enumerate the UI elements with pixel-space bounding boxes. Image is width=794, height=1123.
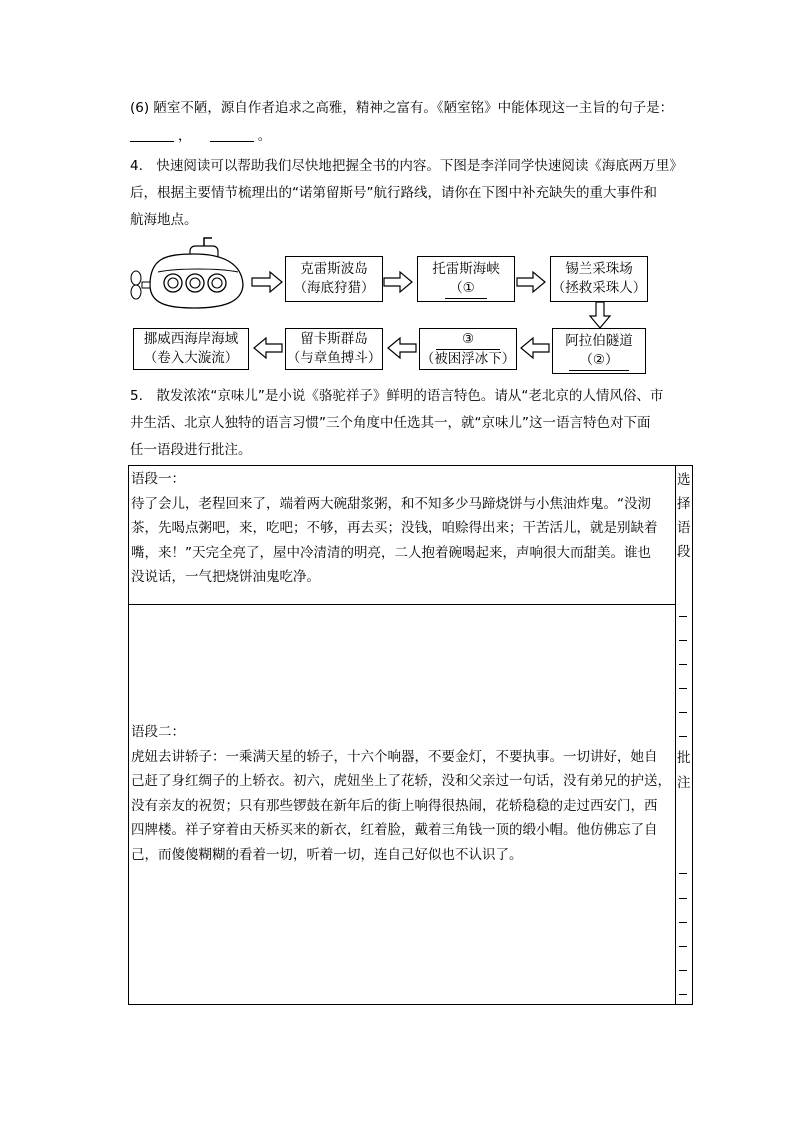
- q4-line2: 后，根据主要情节梳理出的“诺第留斯号”航行路线，请你在下图中补充缺失的重大事件和: [130, 185, 657, 201]
- answer-dash[interactable]: [679, 873, 687, 874]
- side-label-char: 择: [677, 496, 691, 512]
- answer-dash[interactable]: [679, 736, 687, 737]
- answer-dash[interactable]: [679, 688, 687, 689]
- side-label-char: 选: [677, 472, 691, 488]
- arrow-down-icon: [590, 302, 610, 328]
- side-label-char: 语: [677, 520, 691, 536]
- q4-line1: 4. 快速阅读可以帮助我们尽快地把握全书的内容。下图是李洋同学快速阅读《海底两万里》: [130, 158, 683, 174]
- arrow-right-icon: [517, 272, 545, 292]
- q6-line1: (6) 陋室不陋，源自作者追求之高雅，精神之富有。《陋室铭》中能体现这一主旨的句子是：: [130, 100, 674, 116]
- arrow-left-icon: [388, 338, 416, 358]
- answer-blank-1-slot[interactable]: （①: [445, 279, 487, 299]
- segment-two: 语段二： 虎妞去讲轿子：一乘满天星的轿子，十六个响器，不要金灯，不要执事。一切讲好，她自 己赶了身红绸子的上轿衣。初六，虎妞坐上了花轿，没和父亲过一句话，没有弟兄的护送， 没有亲友的祝贺；只有那些锣鼓在新年后的街上响得很热闹，花轿稳稳的走过西安门，西 四牌楼。祥子穿着由天桥买来的新衣，红着脸，戴着三角钱一顶的缎小帽。他仿佛忘了自 己，而傻傻糊糊的看着一切，听着一切，连自己好似也不认识了。: [131, 720, 673, 867]
- arrow-left-icon: [254, 338, 282, 358]
- q6-comma: ，: [178, 128, 192, 144]
- column-divider: [675, 466, 676, 1004]
- q6-period: 。: [257, 128, 272, 144]
- side-label-char: 段: [677, 544, 691, 560]
- q5-line1: 5. 散发浓浓“京味儿”是小说《骆驼祥子》鲜明的语言特色。请从“老北京的人情风俗、市: [130, 388, 664, 404]
- flow-box-arabian: 阿拉伯隧道 （②）: [552, 328, 646, 374]
- flow-box-ice: ③ （被困浮冰下）: [419, 328, 517, 370]
- row-divider: [129, 604, 675, 605]
- answer-dash[interactable]: [679, 970, 687, 971]
- answer-dash[interactable]: [679, 712, 687, 713]
- q5-line3: 任一语段进行批注。: [130, 442, 252, 458]
- flow-box-torres: 托雷斯海峡 （①: [417, 256, 515, 302]
- flow-box-lucas: 留卡斯群岛 （与章鱼搏斗）: [285, 328, 383, 370]
- segment-one: 语段一： 待了会儿，老程回来了，端着两大碗甜浆粥，和不知多少马蹄烧饼与小焦油炸鬼。“没沏 茶，先喝点粥吧，来，吃吧；不够，再去买；没钱，咱赊得出来；干苦活儿，就是别缺着 嘴，来！”天完全亮了，屋中冷清清的明亮，二人抱着碗喝起来，声响很大而甜美。谁也 没说话，一气把烧饼油鬼吃净。: [131, 467, 673, 590]
- side-label-char: 批: [677, 750, 691, 766]
- flow-box-norway: 挪威西海岸海域 （卷入大漩流）: [133, 328, 249, 370]
- flow-box-crespo: 克雷斯波岛 （海底狩猎）: [285, 256, 383, 302]
- answer-dash[interactable]: [679, 664, 687, 665]
- answer-dash[interactable]: [679, 616, 687, 617]
- answer-dash[interactable]: [679, 946, 687, 947]
- segment-one-title: 语段一：: [131, 471, 185, 487]
- arrow-right-icon: [252, 272, 282, 292]
- answer-blank-3-slot[interactable]: ③: [436, 330, 500, 350]
- q5-line2: 井生活、北京人独特的语言习惯”三个角度中任选其一，就“京味儿”这一语言特色对下面: [130, 415, 651, 431]
- side-label-char: 注: [677, 775, 691, 791]
- arrow-right-icon: [384, 272, 412, 292]
- answer-dash[interactable]: [679, 922, 687, 923]
- answer-dash[interactable]: [679, 898, 687, 899]
- answer-dash[interactable]: [679, 640, 687, 641]
- answer-blank-2-slot[interactable]: （②）: [569, 351, 628, 371]
- q4-line3: 航海地点。: [130, 212, 198, 228]
- arrow-left-icon: [521, 338, 549, 358]
- segment-two-title: 语段二：: [131, 724, 185, 740]
- flow-box-ceylon: 锡兰采珠场 （拯救采珠人）: [550, 256, 648, 302]
- answer-dash[interactable]: [679, 994, 687, 995]
- annotation-table: [128, 465, 693, 1005]
